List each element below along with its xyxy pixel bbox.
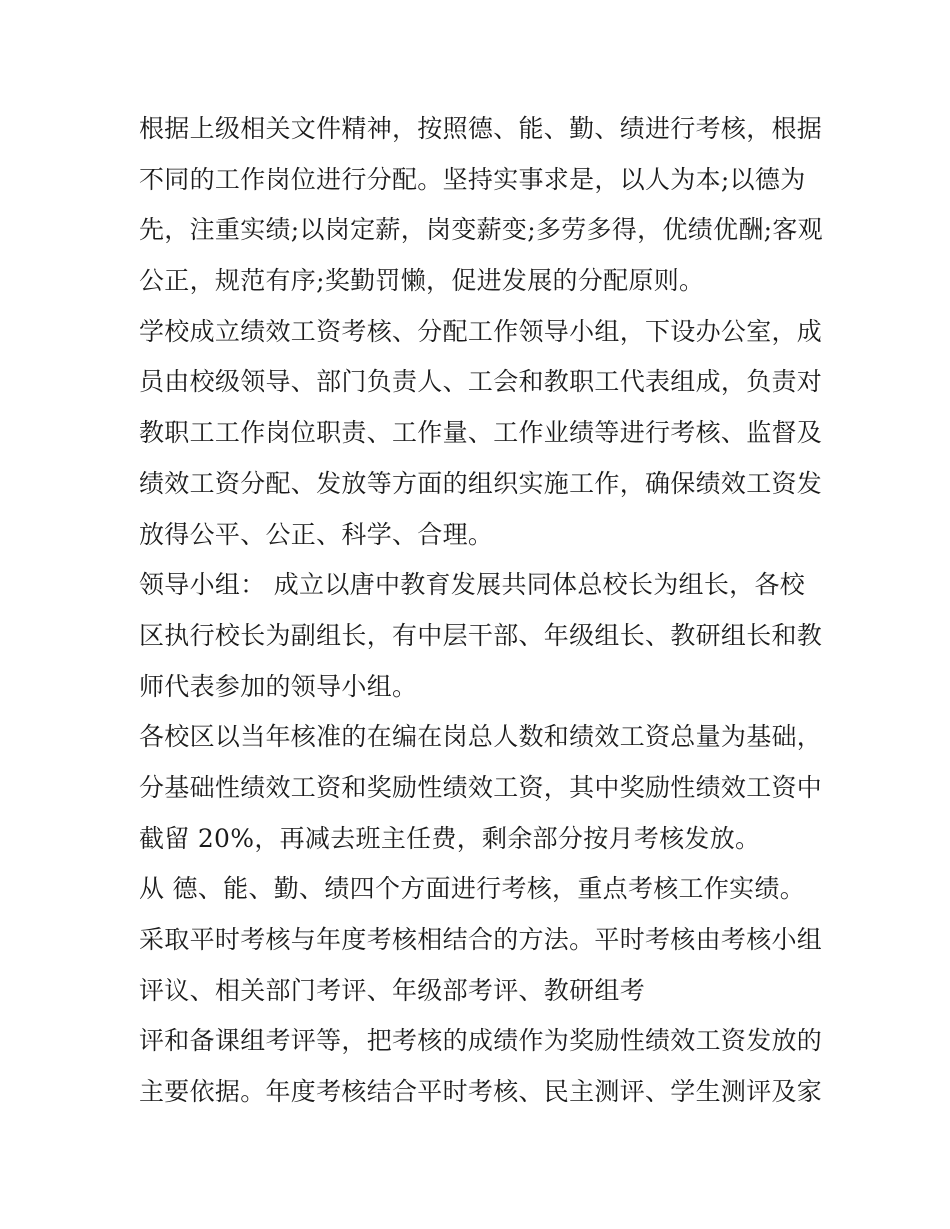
text-line: 学校成立绩效工资考核、分配工作领导小组，下设办公室，成 bbox=[139, 316, 823, 346]
text-line: 采取平时考核与年度考核相结合的方法。平时考核由考核小组 bbox=[139, 925, 823, 954]
text-line: 教职工工作岗位职责、工作量、工作业绩等进行考核、监督及 bbox=[139, 418, 823, 448]
text-line: 分基础性绩效工资和奖励性绩效工资，其中奖励性绩效工资中 bbox=[139, 772, 823, 802]
text-line: 各校区以当年核准的在编在岗总人数和绩效工资总量为基础， bbox=[139, 722, 823, 752]
text-line: 主要依据。年度考核结合平时考核、民主测评、学生测评及家 bbox=[139, 1077, 823, 1107]
text-line: 员由校级领导、部门负责人、工会和教职工代表组成，负责对 bbox=[139, 367, 823, 397]
text-line: 师代表参加的领导小组。 bbox=[139, 671, 418, 701]
text-line: 评议、相关部门考评、年级部考评、教研组考 bbox=[139, 975, 646, 1005]
text-line: 公正，规范有序;奖勤罚懒，促进发展的分配原则。 bbox=[139, 266, 705, 296]
text-line: 从 德、能、勤、绩四个方面进行考核，重点考核工作实绩。 bbox=[139, 874, 806, 904]
text-line: 评和备课组考评等，把考核的成绩作为奖励性绩效工资发放的 bbox=[139, 1026, 823, 1056]
text-line: 区执行校长为副组长，有中层干部、年级组长、教研组长和教 bbox=[139, 620, 823, 650]
text-line: 领导小组： 成立以唐中教育发展共同体总校长为组长，各校 bbox=[139, 570, 806, 600]
text-line: 截留 20%，再减去班主任费，剩余部分按月考核发放。 bbox=[139, 823, 761, 853]
text-line: 绩效工资分配、发放等方面的组织实施工作，确保绩效工资发 bbox=[139, 468, 823, 498]
text-line: 不同的工作岗位进行分配。坚持实事求是，以人为本;以德为 bbox=[139, 164, 806, 194]
text-line: 根据上级相关文件精神，按照德、能、勤、绩进行考核，根据 bbox=[139, 114, 823, 143]
document-body bbox=[139, 104, 823, 1118]
text-line: 放得公平、公正、科学、合理。 bbox=[139, 519, 494, 549]
text-line: 先，注重实绩;以岗定薪，岗变薪变;多劳多得，优绩优酬;客观 bbox=[139, 215, 823, 245]
